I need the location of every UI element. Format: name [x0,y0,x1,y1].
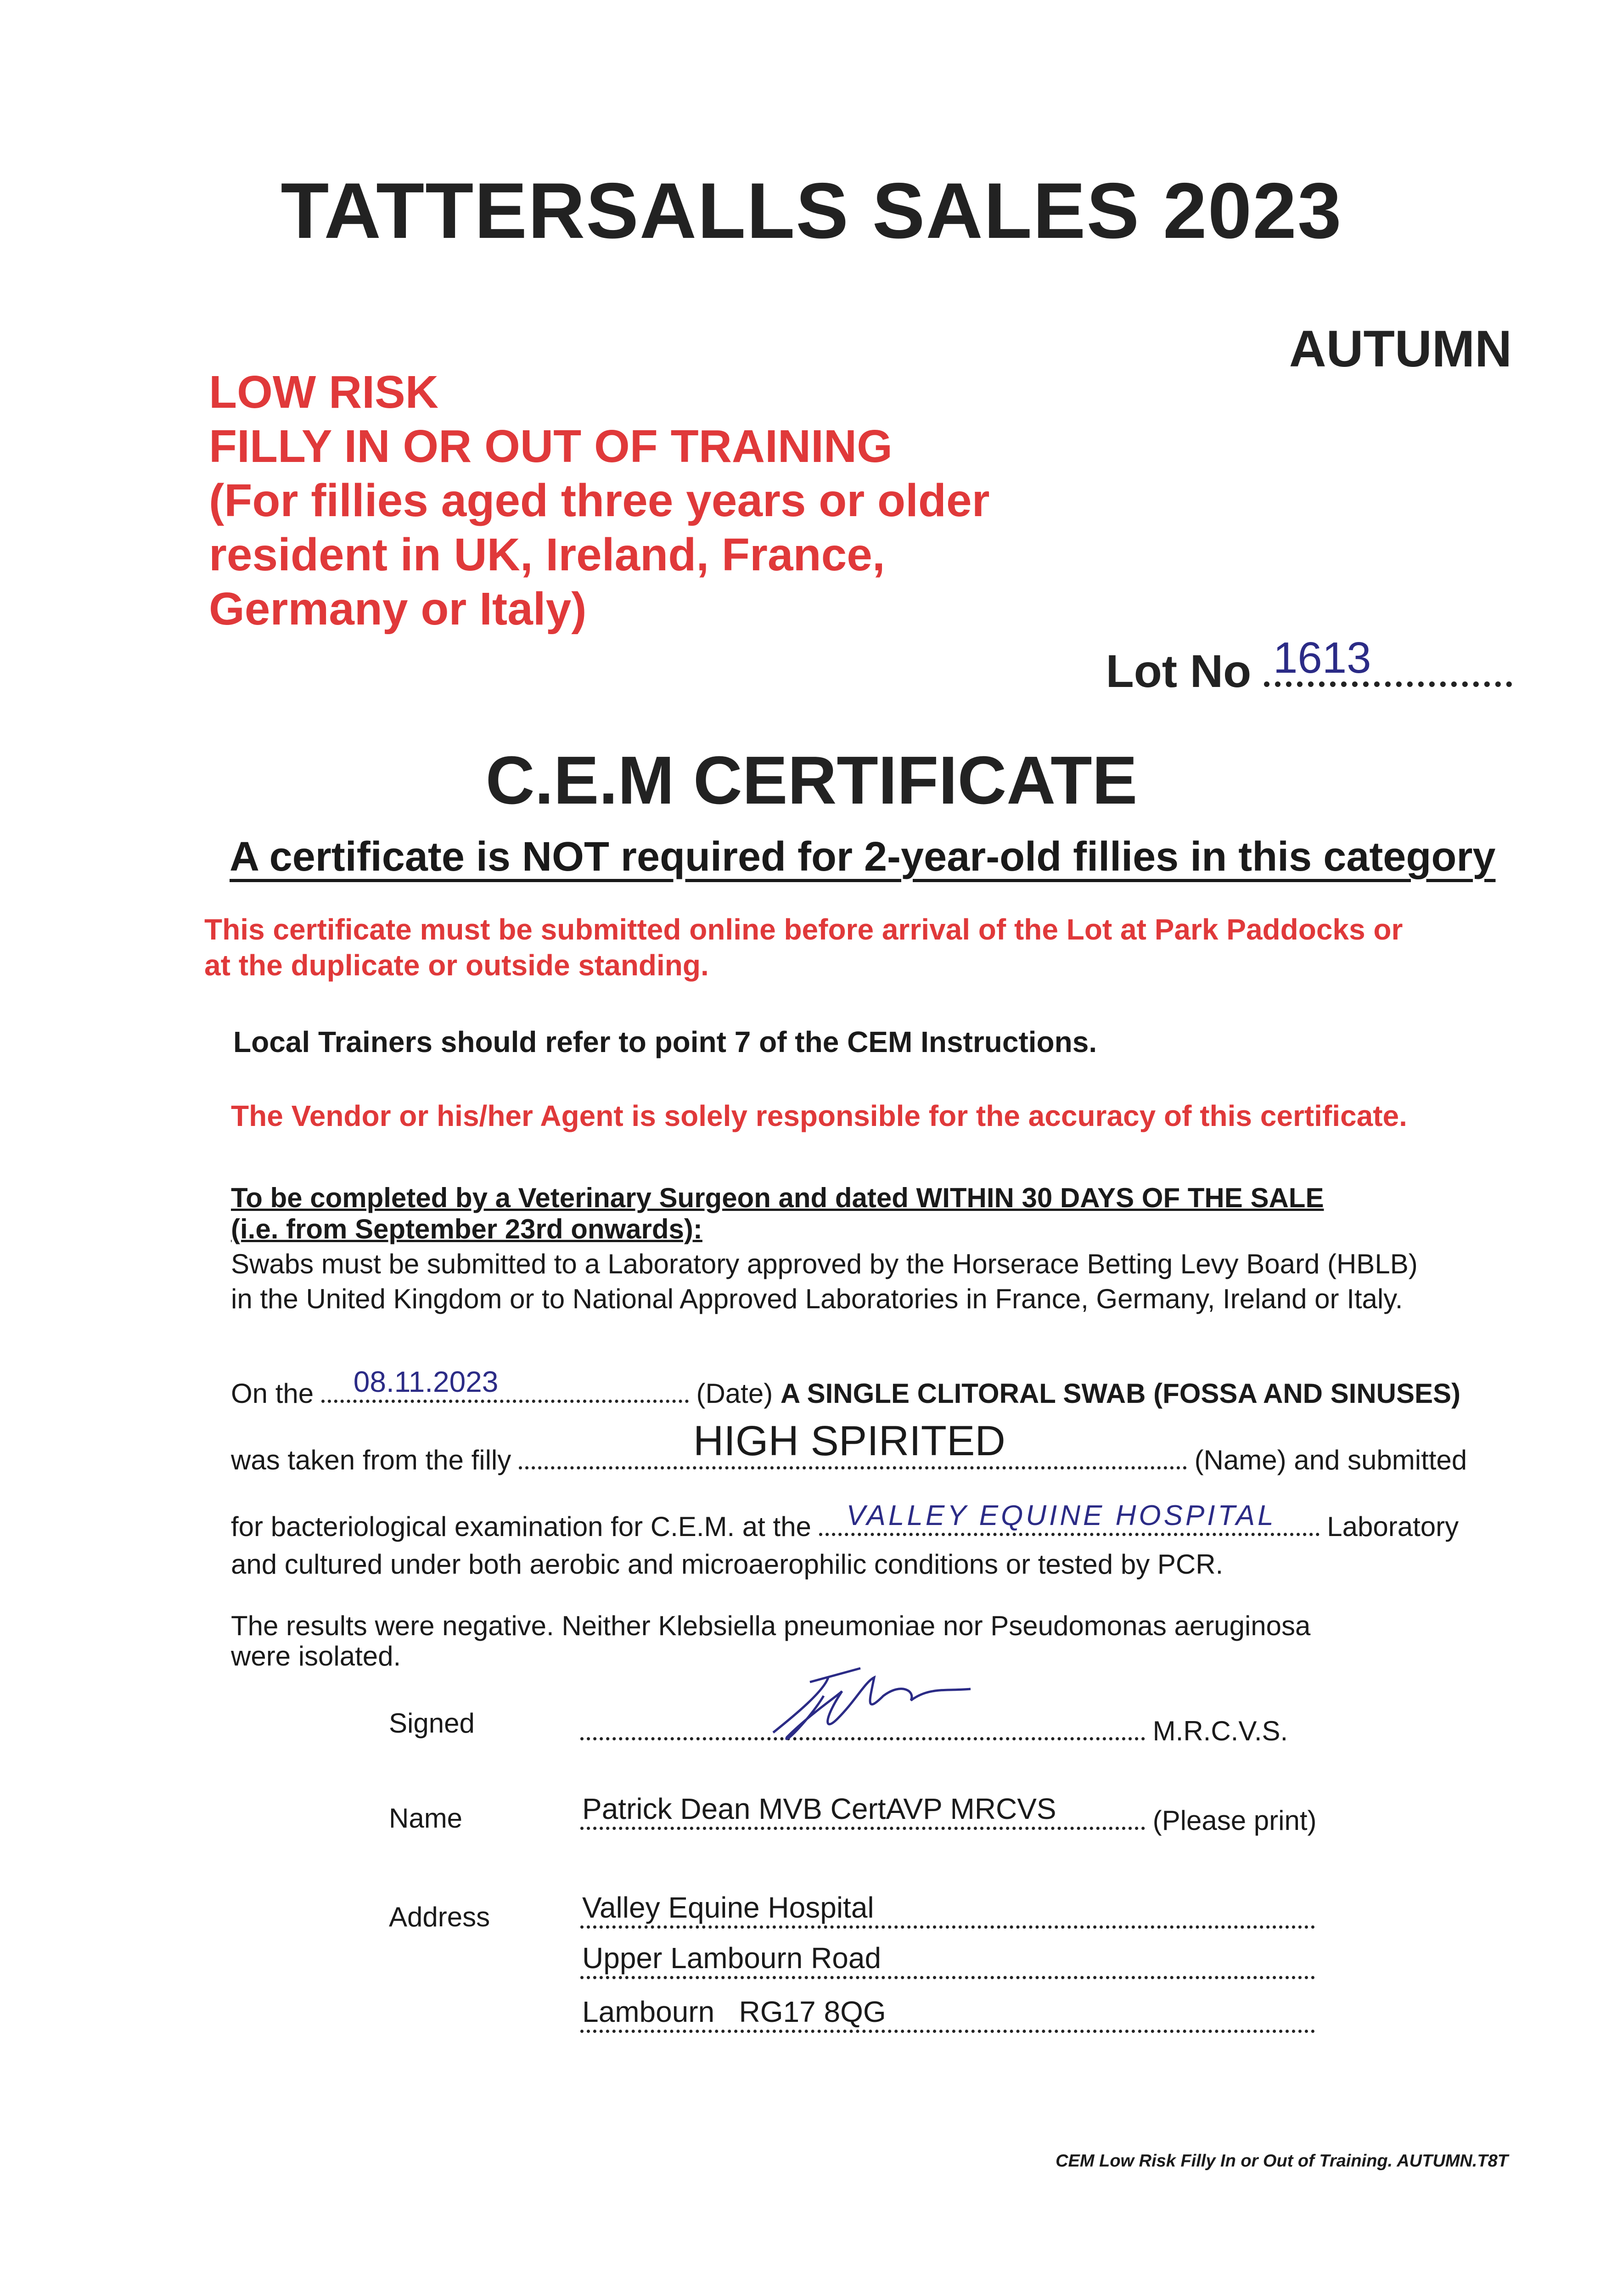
address-value: Valley Equine Hospital [582,1891,874,1924]
address-line-1 [580,1891,1315,1935]
completion-heading [231,1182,1324,1245]
signature-field[interactable] [580,1719,1145,1740]
address-field[interactable] [580,1891,1315,1929]
name-suffix: (Name) and submitted [1194,1445,1467,1475]
date-field[interactable] [321,1365,689,1403]
category-line: Germany or Italy) [209,583,587,635]
taken-from-label: was taken from the filly [231,1445,511,1475]
filly-line [231,1418,1467,1476]
address-field[interactable] [580,1941,1315,1979]
heading-line: (i.e. from September 23rd onwards): [231,1214,702,1244]
category-line: resident in UK, Ireland, France, [209,529,885,580]
vet-name-value: Patrick Dean MVB CertAVP MRCVS [582,1792,1056,1825]
vendor-notice: The Vendor or his/her Agent is solely responsible for the accuracy of this certificate. [231,1099,1407,1132]
lot-number [1106,633,1512,698]
document-title: TATTERSALLS SALES 2023 [281,167,1342,255]
date-suffix: (Date) [696,1378,773,1409]
results-line: The results were negative. Neither Klebsiella pneumoniae nor Pseudomonas aeruginosa [231,1610,1311,1641]
submit-notice [204,912,1403,983]
category-line: (For fillies aged three years or older [209,475,990,526]
address-line-3 [580,1995,1315,2039]
lot-value: 1613 [1273,633,1371,682]
swabs-line: Swabs must be submitted to a Laboratory approved by the Horserace Betting Levy Board (HBLB) [231,1249,1418,1279]
cultured-text: and cultured under both aerobic and microaerophilic conditions or tested by PCR. [231,1549,1224,1580]
signature-image [755,1664,994,1756]
filly-name-value: HIGH SPIRITED [693,1418,1005,1464]
address-field[interactable] [580,1995,1315,2033]
swabs-line: in the United Kingdom or to National Approved Laboratories in France, Germany, Ireland or Italy. [231,1283,1403,1314]
swabs-instructions [231,1247,1418,1317]
not-required-notice: A certificate is NOT required for 2-year-old fillies in this category [230,834,1496,880]
certificate-title: C.E.M CERTIFICATE [485,743,1138,818]
lot-label: Lot No [1106,646,1252,697]
lab-value: VALLEY EQUINE HOSPITAL [846,1500,1276,1531]
lab-field[interactable] [819,1500,1320,1536]
address-value: Upper Lambourn Road [582,1941,882,1975]
signature-line [580,1715,1288,1747]
results-line: were isolated. [231,1641,401,1671]
signed-label: Signed [389,1708,475,1739]
vet-name-field[interactable] [580,1792,1145,1830]
swab-text: A SINGLE CLITORAL SWAB (FOSSA AND SINUSES) [780,1378,1461,1409]
name-line [580,1792,1317,1836]
heading-line: To be completed by a Veterinary Surgeon and dated WITHIN 30 DAYS OF THE SALE [231,1182,1324,1213]
on-the-label: On the [231,1378,314,1409]
address-label: Address [389,1902,490,1932]
lot-field[interactable] [1264,633,1512,687]
notice-line: at the duplicate or outside standing. [204,949,709,982]
address-value: Lambourn RG17 8QG [582,1995,886,2028]
category-line: FILLY IN OR OUT OF TRAINING [209,421,893,472]
lab-line [231,1500,1459,1542]
local-trainers-note: Local Trainers should refer to point 7 of the CEM Instructions. [233,1025,1097,1058]
address-line-2 [580,1941,1315,1986]
lab-suffix: Laboratory [1327,1511,1459,1542]
name-hint: (Please print) [1152,1805,1317,1836]
mrcvs-suffix: M.R.C.V.S. [1152,1716,1288,1746]
footer-reference: CEM Low Risk Filly In or Out of Training. AUTUMN.T8T [1056,2151,1508,2171]
sale-season: AUTUMN [1289,320,1512,377]
category-line: LOW RISK [209,366,438,418]
name-label: Name [389,1803,463,1834]
date-line [231,1365,1461,1409]
exam-prefix: for bacteriological examination for C.E.M. at the [231,1511,811,1542]
date-value: 08.11.2023 [353,1365,499,1398]
results-text [231,1611,1310,1671]
category-block [209,365,990,636]
notice-line: This certificate must be submitted online before arrival of the Lot at Park Paddocks or [204,913,1403,946]
filly-name-field[interactable] [519,1418,1187,1469]
